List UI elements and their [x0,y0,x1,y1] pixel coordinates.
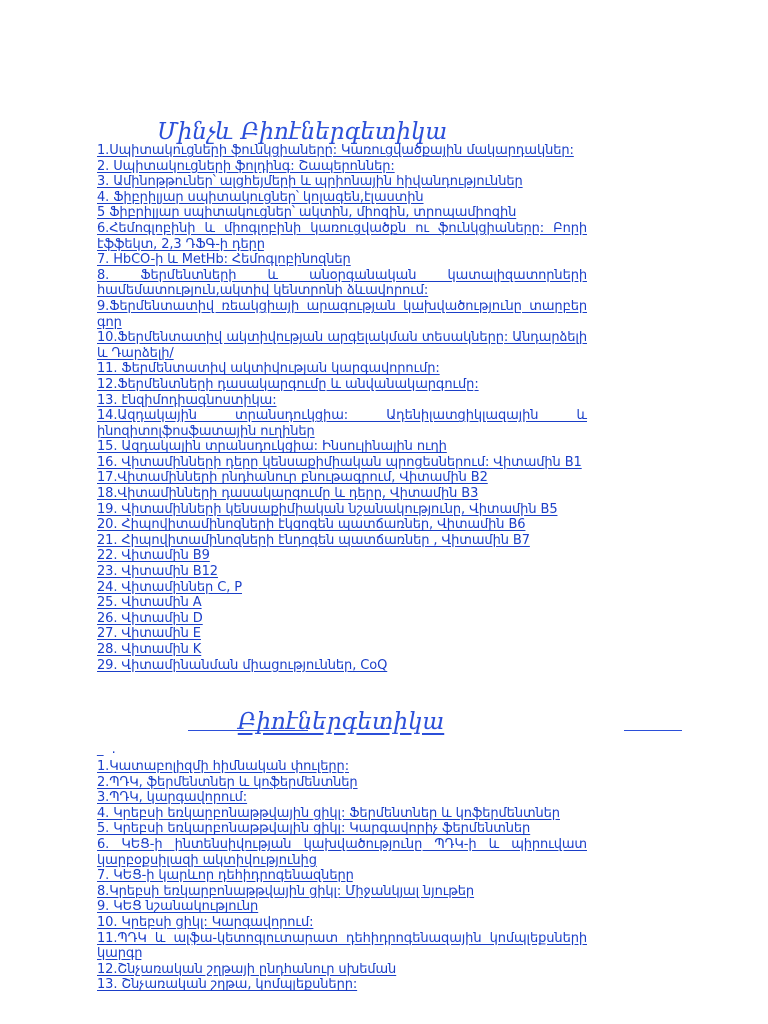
toc-list-pre-bioenergetics [97,143,587,673]
toc-link[interactable]: 9. ԿԵՑ նշանակությունը [97,899,259,915]
toc-link[interactable]: 16. Վիտամինների դերը կենսաքիմիական պրոցեսներում: Վիտամին B1 [97,454,582,470]
toc-link[interactable]: 4. Ֆիբրիլյար սպիտակուցներ՝ կոլագեն,էլաստին [97,189,424,205]
toc-item [97,821,587,837]
toc-link[interactable]: 24. Վիտամիններ C, P [97,579,243,595]
toc-item [97,252,587,268]
section-title-text: Մինչև Բիոէներգետիկա [157,119,448,145]
toc-link[interactable]: 3.ՊԴԿ, կարգավորում: [97,790,248,806]
toc-item [97,533,587,549]
toc-item [97,915,587,931]
toc-link[interactable]: 10. Կրեբսի ցիկլ: Կարգավորում: [97,914,314,930]
heading-rule-right [624,730,682,731]
toc-item [97,595,587,611]
toc-item [97,502,587,518]
section-title-text: Բիոէներգետիկա [237,709,445,735]
toc-item [97,611,587,627]
toc-link[interactable]: 8. Ֆերմենտների և անօրգանական կատալիզատորների համեմատություն,ակտիվ կենտրոնի ձևավորում: [97,267,587,299]
toc-item [97,439,587,455]
toc-item [97,806,587,822]
toc-item [97,143,587,159]
toc-item [97,361,587,377]
toc-link[interactable]: 6.Հեմոգլոբինի և միոգլոբինի կառուցվածքն ու ֆունկցիաները: Բորի էֆֆեկտ, 2,3 ԴՖԳ-ի դերը [97,220,587,252]
toc-link[interactable]: 13. Շնչառական շղթա, կոմպլեքսները: [97,977,358,993]
toc-item [97,626,587,642]
toc-link[interactable]: 18.Վիտամինների դասակարգումը և դերը, Վիտամին B3 [97,486,479,502]
toc-link[interactable]: 11.ՊԴԿ և ալֆա-կետոգլուտարատ դեհիդրոգենազային կոմպլեքսների կարգը [97,930,587,962]
toc-link[interactable]: 12.Ֆերմենտների դասակարգումը և անվանակարգումը: [97,376,479,392]
toc-item [97,393,587,409]
toc-link[interactable]: 5. Կրեբսի եռկարբոնաթթվային ցիկլ: Կարգավորիչ ֆերմենտներ [97,821,531,837]
toc-item [97,174,587,190]
toc-item [97,564,587,580]
toc-link[interactable]: 11. Ֆերմենտատիվ ակտիվության կարգավորումը: [97,361,440,377]
toc-item [97,470,587,486]
toc-item [97,642,587,658]
toc-item [97,884,587,900]
toc-link[interactable]: 21. Հիպովիտամինոզների էնդոգեն պատճառներ , Վիտամին B7 [97,532,530,548]
toc-link[interactable]: 4. Կրեբսի եռկարբոնաթթվային ցիկլ: Ֆերմենտներ և կոֆերմենտներ [97,805,560,821]
toc-item [97,658,587,674]
toc-link[interactable]: 3. Ամինոթթուներ՝ ալցհեյմերի և պրիոնային հիվանդություններ [97,174,523,190]
toc-item [97,868,587,884]
toc-item [97,408,587,439]
toc-item [97,580,587,596]
toc-link[interactable]: 6. ԿԵՑ-ի ինտենսիվության կախվածությունը ՊԴԿ-ի և պիրուվատ կարբօքսիլազի ակտիվությունից [97,836,587,868]
toc-link[interactable]: 2.ՊԴԿ, ֆերմենտներ և կոֆերմենտներ [97,774,358,790]
section-title-bioenergetics [97,708,585,736]
toc-link[interactable]: 9.Ֆերմենտատիվ ռեակցիայի արագության կախվածությունը տարբեր գոր [97,298,587,330]
toc-link[interactable]: 28. Վիտամին K [97,642,202,657]
toc-item [97,775,587,791]
toc-link[interactable]: 20. Հիպովիտամինոզների էկզոգեն պատճառներ, Վիտամին B6 [97,517,526,533]
toc-link[interactable]: 19. Վիտամինների կենսաքիմիական նշանակությունը, Վիտամին B5 [97,501,558,517]
toc-item [97,837,587,868]
toc-item [97,455,587,471]
toc-link[interactable]: 12.Շնչառական շղթայի ընդհանուր սխեման [97,961,397,977]
toc-link[interactable]: 1.Կատաբոլիզմի հիմնական փուլերը: [97,759,349,774]
toc-item [97,205,587,221]
toc-item [97,159,587,175]
toc-link[interactable]: 15. Ազդակային տրանսդուկցիա: Ինսուլինային ուղի [97,439,447,455]
toc-item [97,190,587,206]
section-title-pre-bioenergetics [157,118,447,146]
toc-link[interactable]: 5 Ֆիբրիլյար սպիտակուցներ՝ ակտին, միոզին, տրոպամիոզին [97,205,517,221]
toc-item [97,899,587,915]
toc-link[interactable]: 7. HbCO-ի և MetHb: Հեմոգլոբինոզներ [97,252,351,268]
toc-link[interactable]: 25. Վիտամին A [97,595,202,611]
toc-link[interactable]: 14.Ազդակային տրանսդուկցիա: Ադենիլատցիկլազային և ինոզիտոլֆոսֆատային ուղիներ [97,408,587,439]
toc-link[interactable]: 27. Վիտամին E [97,626,201,642]
toc-link[interactable]: 17.Վիտամինների ընդհանուր բնութագրում, Վիտամին B2 [97,470,488,486]
toc-item [97,759,587,775]
toc-link[interactable]: 7. ԿԵՑ-ի կարևոր դեհիդրոգենազները [97,868,354,884]
toc-item [97,268,587,299]
toc-item [97,517,587,533]
toc-item [97,548,587,564]
toc-item [97,330,587,361]
toc-item [97,221,587,252]
toc-item [97,486,587,502]
toc-link[interactable]: 23. Վիտամին B12 [97,564,218,580]
toc-list-bioenergetics [97,759,587,993]
toc-link[interactable]: 22. Վիտամին B9 [97,548,210,564]
toc-link[interactable]: 1.Սպիտակուցների ֆունկցիաները: Կառուցվածքային մակարդակներ: [97,143,574,158]
toc-link[interactable]: 2. Սպիտակուցների ֆոլդինգ: Շապերոններ: [97,158,395,174]
toc-item [97,931,587,962]
toc-link[interactable]: 8.Կրեբսի եռկարբոնաթթվային ցիկլ: Միջանկյալ նյութեր [97,883,475,899]
toc-link[interactable]: 10.Ֆերմենտատիվ ակտիվության արգելակման տեսակները: Անդարձելի և Դարձելի/ [97,330,587,361]
toc-item [97,377,587,393]
toc-item [97,790,587,806]
toc-item [97,977,587,993]
toc-link[interactable]: 26. Վիտամին D [97,610,203,626]
toc-item [97,299,587,330]
toc-item [97,962,587,978]
marker-text: _ . [97,742,118,757]
toc-link[interactable]: 29. Վիտամինանման միացություններ, CoQ [97,657,388,673]
toc-link[interactable]: 13. էնզիմոդիագնոստիկա: [97,392,277,408]
